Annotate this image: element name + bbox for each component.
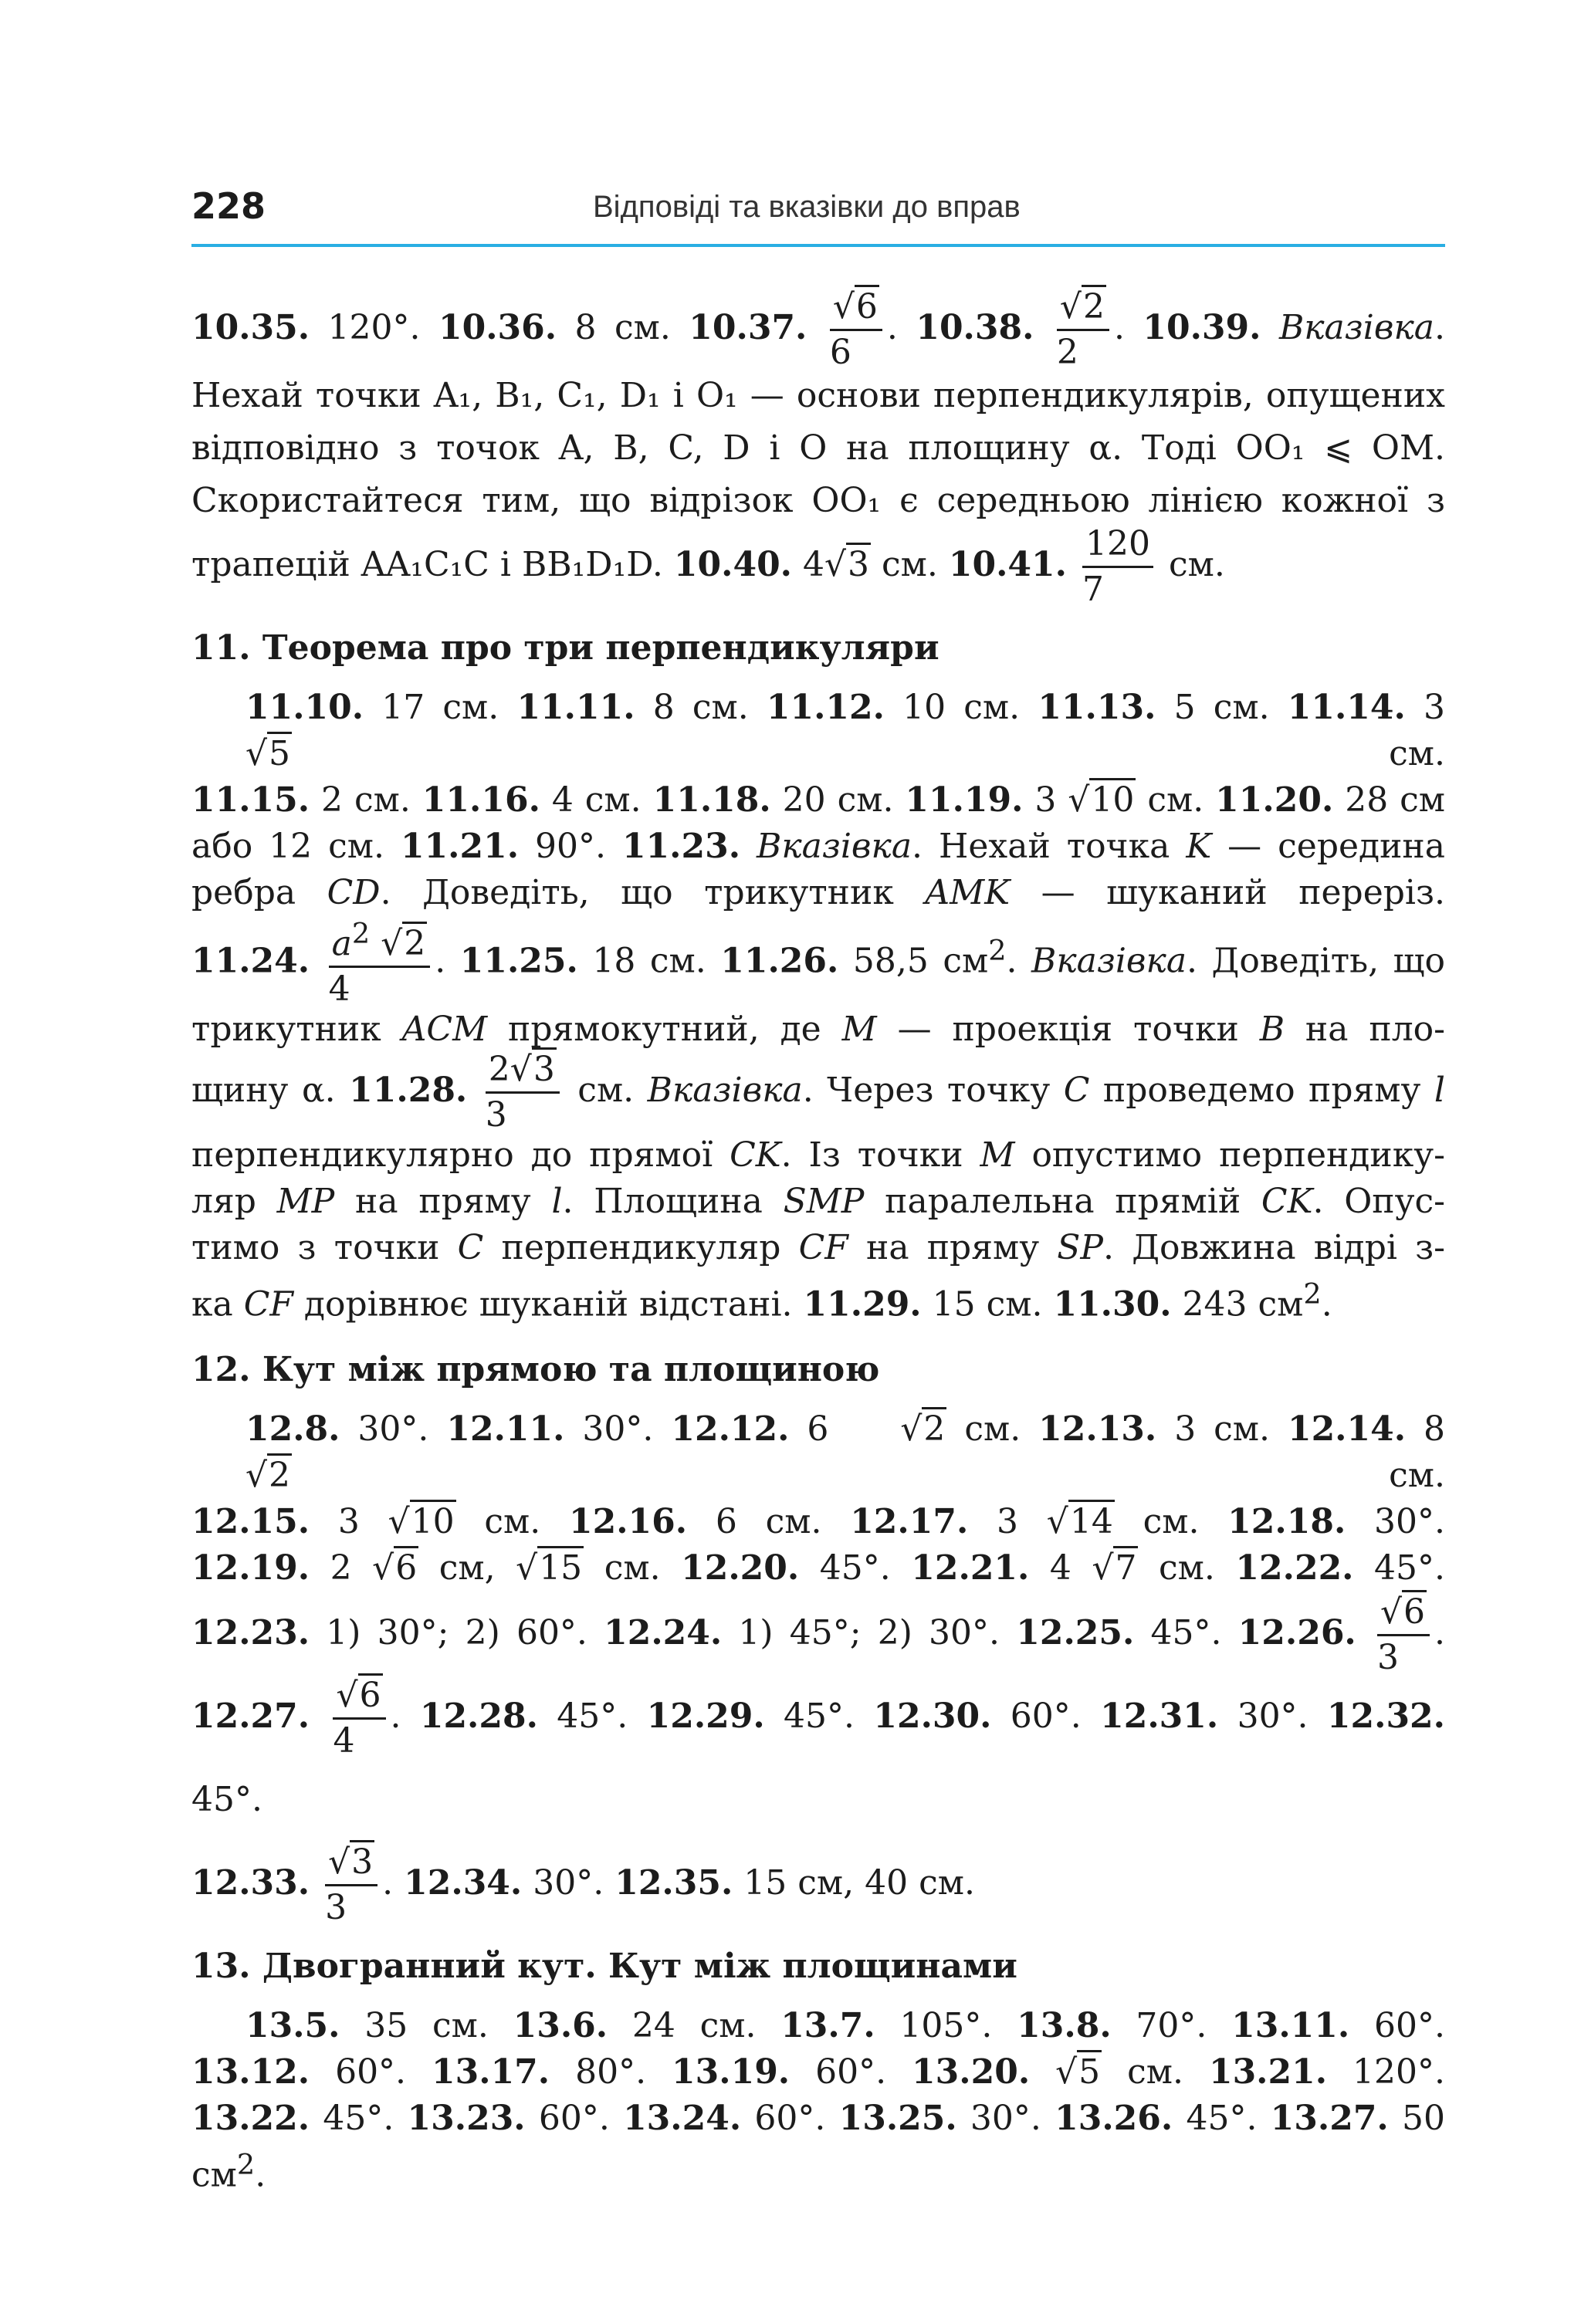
answer-text: 8 см. — [557, 308, 689, 347]
answer-line: 13.5. 35 см. 13.6. 24 см. 13.7. 105°. 13.8. 70°. 13.11. 60°. — [245, 2006, 1445, 2046]
answer-number: 10.41. — [948, 545, 1067, 584]
answer-number: 10.37. — [689, 308, 807, 347]
answer-text: 4 — [792, 545, 824, 584]
section-heading-13: 13. Двогранний кут. Кут між площинами — [191, 1947, 1017, 1987]
answer-line: 11.10. 17 см. 11.11. 8 см. 11.12. 10 см. 11.13. 5 см. 11.14. 3 √5 см. — [245, 688, 1446, 773]
answer-text: см. — [1157, 545, 1225, 584]
answer-line: 12.19. 2 √6 см, √15 см. 12.20. 45°. 12.21. 4 √7 см. 12.22. 45°. — [191, 1545, 1445, 1592]
answer-line: перпендикулярно до прямої CK. Із точки M опустимо перпендику- — [191, 1135, 1445, 1176]
answer-text: . — [886, 308, 916, 347]
square-root: √3 — [824, 539, 871, 591]
answer-line: ребра CD. Доведіть, що трикутник AMK — шуканий переріз. — [191, 873, 1445, 912]
answer-line: 12.15. 3 √10 см. 12.16. 6 см. 12.17. 3 √14 см. 12.18. 30°. — [191, 1499, 1445, 1545]
answer-line: тимо з точки C перпендикуляр CF на пряму SP. Довжина відрі з- — [191, 1228, 1445, 1268]
answer-line: щину α. 11.28. $\frac{2√3}{3}$ см. Вказівка. Через точку C проведемо пряму l — [191, 1053, 1445, 1132]
answer-line: трикутник ACM прямокутний, де M — проекція точки B на пло- — [191, 1010, 1446, 1050]
answer-line: 13.12. 60°. 13.17. 80°. 13.19. 60°. 13.20. √5 см. 13.21. 120°. — [191, 2049, 1445, 2096]
answer-line: 13.22. 45°. 13.23. 60°. 13.24. 60°. 13.25. 30°. 13.26. 45°. 13.27. 50 $см^2$. — [191, 2099, 1445, 2195]
answer-line: 12.23. 1) 30°; 2) 60°. 12.24. 1) 45°; 2) 30°. 12.25. 45°. 12.26. $\frac{√6}{3}$ . — [191, 1592, 1445, 1675]
answers-13 — [191, 2003, 1445, 2199]
section-heading-11: 11. Теорема про три перпендикуляри — [191, 628, 939, 668]
answer-line: 11.15. 2 см. 11.16. 4 см. 11.18. 20 см. 11.19. 3 √10 см. 11.20. 28 см — [191, 777, 1445, 824]
answer-text: см. — [871, 545, 949, 584]
answers-11 — [191, 685, 1445, 1328]
answer-text: . — [1113, 308, 1143, 347]
answer-number: 10.38. — [916, 308, 1034, 347]
answer-number: 10.39. — [1143, 308, 1261, 347]
answer-line: 12.8. 30°. 12.11. 30°. 12.12. 6 √2 см. 12.13. 3 см. 12.14. 8 √2 см. — [191, 1406, 1445, 1499]
answer-text: 120°. — [310, 308, 438, 347]
section-heading-12: 12. Кут між прямою та площиною — [191, 1350, 880, 1390]
answers-content — [191, 287, 1446, 2199]
fraction: $\frac{√2}{2}$ — [1057, 290, 1109, 370]
fraction: $\frac{120}{7}$ — [1082, 527, 1153, 607]
answer-line: ка CF дорівнює шуканій відстані. 11.29. 15 см. 11.30. 243 $см^2$. — [191, 1277, 1332, 1325]
page-number: 228 — [191, 185, 266, 227]
answer-line: 12.33. $\frac{√3}{3}$ . 12.34. 30°. 12.35. 15 см, 40 см. — [191, 1842, 1445, 1925]
answer-line: або 12 см. 11.21. 90°. 11.23. Вказівка. Нехай точка K — середина — [191, 827, 1445, 866]
hint-label: Вказівка — [1278, 308, 1434, 347]
answer-line: ляр MP на пряму l. Площина SMP паралельна прямій CK. Опус- — [191, 1182, 1445, 1222]
answer-number: 10.36. — [438, 308, 557, 347]
answer-line: 12.27. $\frac{√6}{4}$ . 12.28. 45°. 12.29. 45°. 12.30. 60°. 12.31. 30°. 12.32. 45°. — [191, 1675, 1445, 1842]
hint-text: . Нехай точки A₁, B₁, C₁, D₁ і O₁ — основи перпендикулярів, опущених відповідно з точок A, B, C, D і O на площину α. Тоді OO₁ ⩽ OM. Скористайтеся тим, що відрізок OO₁ є середньою лінією кожної з трапецій AA₁C₁C і BB₁D₁D. — [191, 308, 1445, 584]
running-title: Відповіді та вказівки до вправ — [593, 190, 1021, 224]
answers-10 — [191, 287, 1445, 609]
answer-line: 11.24. $\frac{a^2 √2}{4}$ . 11.25. 18 см. 11.26. 58,5 $см^2$. Вказівка. Доведіть, що — [191, 916, 1445, 1010]
answer-number: 10.40. — [673, 545, 793, 584]
fraction: $\frac{√6}{6}$ — [830, 290, 882, 370]
page-header — [191, 174, 1445, 247]
answers-12 — [191, 1406, 1446, 1928]
answer-number: 10.35. — [191, 308, 310, 347]
